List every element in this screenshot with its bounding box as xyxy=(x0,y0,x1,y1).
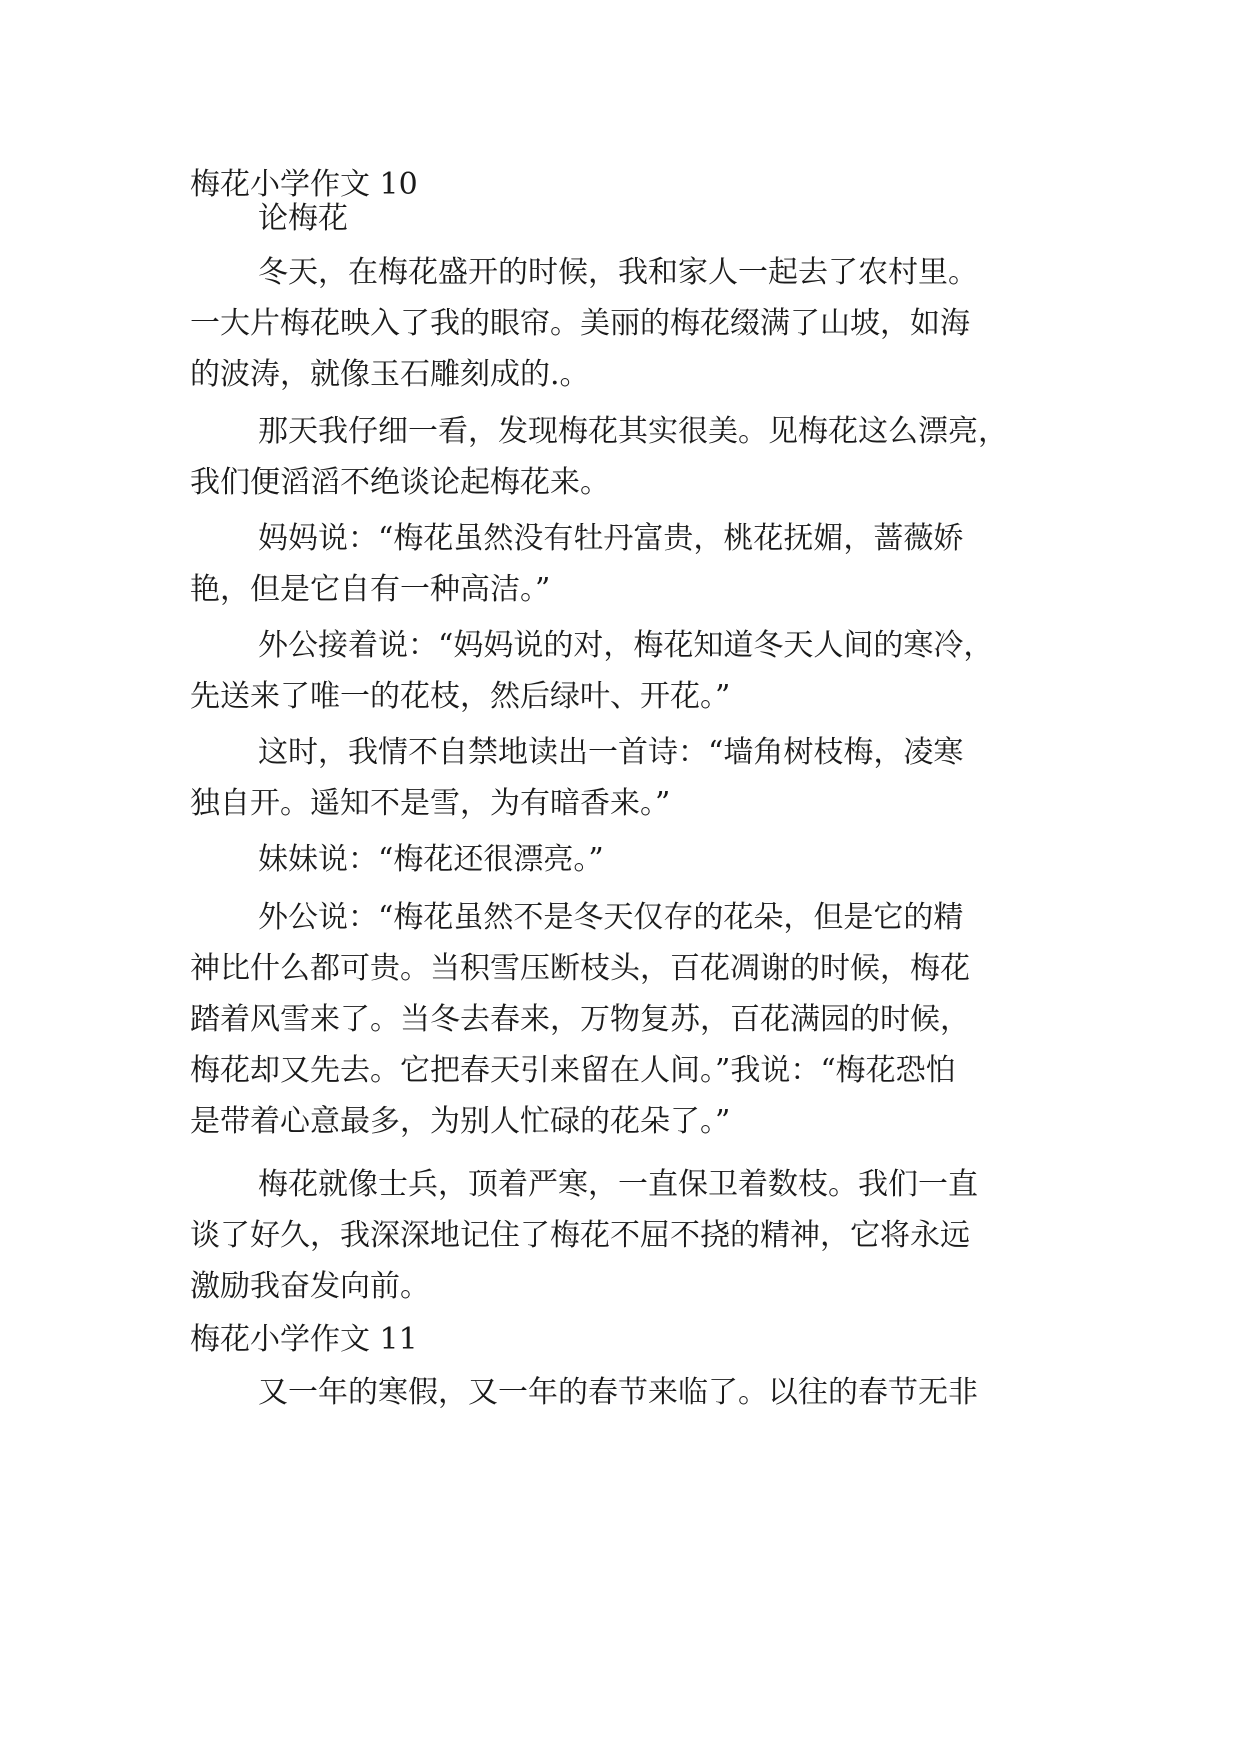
essay-10-line: 冬天，在梅花盛开的时候，我和家人一起去了农村里。 xyxy=(258,255,978,290)
essay-10-line: 艳，但是它自有一种高洁。” xyxy=(190,572,551,607)
essay-10-line: 那天我仔细一看，发现梅花其实很美。见梅花这么漂亮， xyxy=(258,414,1008,449)
essay-10-line: 先送来了唯一的花枝，然后绿叶、开花。” xyxy=(190,679,731,714)
essay-10-line: 外公说：“梅花虽然不是冬天仅存的花朵，但是它的精 xyxy=(258,900,964,935)
essay-10-heading: 梅花小学作文 10 xyxy=(190,167,418,202)
essay-10-line: 妈妈说：“梅花虽然没有牡丹富贵，桃花抚媚，蔷薇娇 xyxy=(258,521,964,556)
essay-10-line: 我们便滔滔不绝谈论起梅花来。 xyxy=(190,465,610,500)
essay-10-title: 论梅花 xyxy=(258,201,348,236)
essay-10-line: 的波涛，就像玉石雕刻成的.。 xyxy=(190,357,590,392)
essay-10-line: 独自开。遥知不是雪，为有暗香来。” xyxy=(190,786,671,821)
essay-10-line: 是带着心意最多，为别人忙碌的花朵了。” xyxy=(190,1104,731,1139)
essay-10-line: 谈了好久，我深深地记住了梅花不屈不挠的精神，它将永远 xyxy=(190,1218,970,1253)
essay-10-line: 梅花就像士兵，顶着严寒，一直保卫着数枝。我们一直 xyxy=(258,1167,978,1202)
essay-11-heading: 梅花小学作文 11 xyxy=(190,1322,418,1357)
essay-10-line: 神比什么都可贵。当积雪压断枝头，百花凋谢的时候，梅花 xyxy=(190,951,970,986)
essay-10-line: 激励我奋发向前。 xyxy=(190,1269,430,1304)
essay-10-line: 一大片梅花映入了我的眼帘。美丽的梅花缀满了山坡，如海 xyxy=(190,306,970,341)
essay-10-line: 妹妹说：“梅花还很漂亮。” xyxy=(258,842,604,877)
essay-11-line: 又一年的寒假，又一年的春节来临了。以往的春节无非 xyxy=(258,1375,978,1410)
essay-10-line: 外公接着说：“妈妈说的对，梅花知道冬天人间的寒冷， xyxy=(258,628,994,663)
essay-10-line: 踏着风雪来了。当冬去春来，万物复苏，百花满园的时候， xyxy=(190,1002,970,1037)
essay-10-line: 梅花却又先去。它把春天引来留在人间。”我说：“梅花恐怕 xyxy=(190,1053,956,1088)
essay-10-line: 这时，我情不自禁地读出一首诗：“墙角树枝梅，凌寒 xyxy=(258,735,964,770)
